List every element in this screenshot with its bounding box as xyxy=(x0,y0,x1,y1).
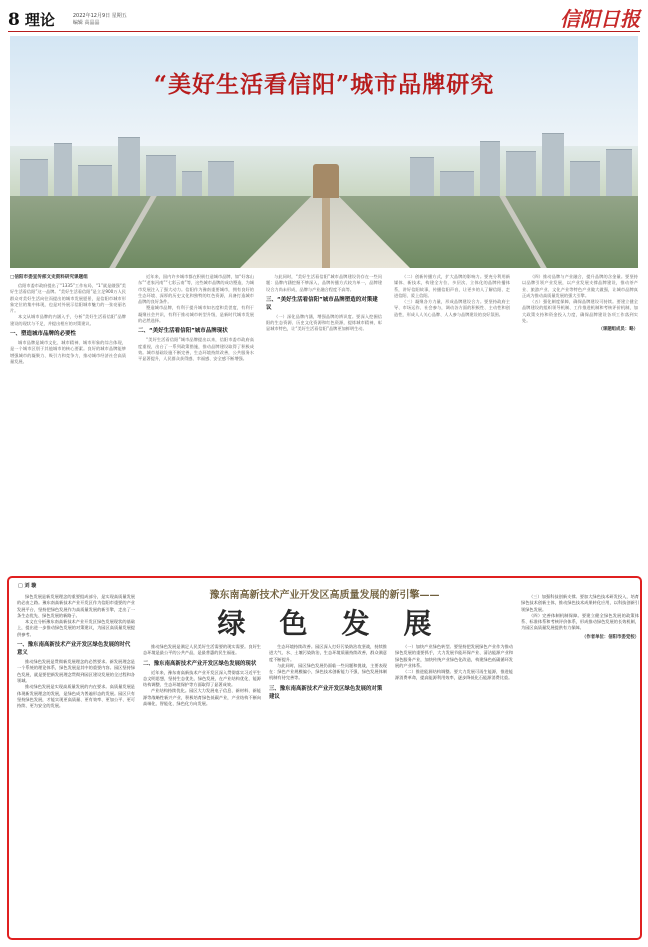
paragraph: （五）强化制度保障，确保品牌建设可持续。要建立健全品牌建设的组织领导机制、工作推进机制和考核评价机制，加大政策支持和资金投入力度，确保品牌建设各项工作落到实处。 xyxy=(522,299,638,324)
paragraph: （四）完善体制机制保障。要建立健全绿色发展的政策体系、标准体系和考核评价体系，形成推动绿色发展的长效机制，为园区高质量发展提供有力保障。 xyxy=(521,612,639,631)
paragraph: 城市品牌是城市文化、城市精神、城市形象的综合体现，是一个城市区别于其他城市的核心要素。良好的城市品牌能够增强城市的凝聚力、吸引力和竞争力，推动城市经济社会高质量发展。 xyxy=(10,340,126,364)
feature-byline: □ 刘 璇 xyxy=(18,583,37,589)
paragraph: 推动绿色发展是实现高质量发展的内在要求。高质量发展是体现新发展理念的发展，是绿色成为普遍形态的发展。园区只有坚持绿色发展，才能实现更高质量、更有效率、更加公平、更可持续、更为安全的发展。 xyxy=(17,684,135,709)
upper-byline: □信阳市委宣传部文史资料研究课题组 xyxy=(10,275,88,280)
upper-column-3 xyxy=(266,274,382,333)
hero-title: “美好生活看信阳”城市品牌研究 xyxy=(153,71,495,98)
paragraph: （四）推动品牌与产业融合，提升品牌的含金量。要坚持以品牌引领产业发展，以产业发展支撑品牌建设，推动茶产业、旅游产业、文化产业等特色产业做大做强，让城市品牌真正成为推动高质量发展的强大引擎。 xyxy=(522,274,638,298)
masthead xyxy=(8,6,640,32)
section-heading: 二、“美好生活看信阳”城市品牌现状 xyxy=(138,328,228,335)
upper-column-4 xyxy=(394,274,510,318)
upper-signoff: （课题组成员：略） xyxy=(598,327,638,333)
paragraph: （三）凝聚各方力量，形成品牌建设合力。要坚持政府主导、市场运作、社会参与，调动各方面的积极性、主动性和创造性，形成人人关心品牌、人人参与品牌建设的良好氛围。 xyxy=(394,299,510,317)
hero-landmark xyxy=(313,164,339,198)
paragraph: （一）深化品牌内涵，增强品牌的辨识度。要深入挖掘信阳的生态资源、历史文化资源和红色资源，提炼城市精神，彰显城市特色，让“美好生活看信阳”品牌更加鲜明生动。 xyxy=(266,313,382,332)
upper-column-5 xyxy=(522,274,638,332)
upper-column-2 xyxy=(138,274,254,363)
page-number: 8 xyxy=(8,10,20,30)
paragraph: （一）加快产业绿色转型。要坚持把发展绿色产业作为推动绿色发展的重要抓手，大力发展节能环保产业、清洁能源产业和绿色服务产业，加快传统产业绿色化改造，构建绿色低碳循环发展的产业体系。 xyxy=(395,644,513,668)
paragraph: 塑造城市品牌，有利于提升城市知名度和美誉度，有利于凝聚社会共识，有利于推动城市转型升级，是新时代城市发展的必然选择。 xyxy=(138,305,254,324)
paragraph: 与此同时，园区绿色发展仍面临一些问题和挑战，主要表现在：绿色产业规模偏小，绿色技术创新能力不强，绿色发展体制机制有待完善等。 xyxy=(269,662,387,681)
feature-title: 绿色发展 xyxy=(217,607,466,640)
feature-column-4 xyxy=(395,644,513,936)
paragraph: （二）创新传播方式，扩大品牌的影响力。要充分利用新媒体、新技术，构建全方位、多层次、立体化的品牌传播体系，讲好信阳故事，传播信阳声音，让更多的人了解信阳、走进信阳、爱上信阳。 xyxy=(394,274,510,298)
newspaper-logo: 信阳日报 xyxy=(560,7,640,31)
editors: 编辑 高晶晶 xyxy=(72,20,100,26)
paragraph: （二）推进能源结构调整。要大力发展可再生能源，推进能源消费革命，提高能源利用效率，逐步降低化石能源消费比重。 xyxy=(395,669,513,681)
feature-article-highlight xyxy=(7,576,642,940)
section-heading: 三、豫东南高新技术产业开发区绿色发展的对策建议 xyxy=(269,685,383,700)
section-heading: 三、“美好生活看信阳”城市品牌塑造的对策建议 xyxy=(266,296,378,311)
feature-column-5 xyxy=(521,594,639,936)
paragraph: 近年来，豫东南高新技术产业开发区深入贯彻落实习近平生态文明思想，坚持生态优先、绿色发展，在产业结构优化、能源结构调整、生态环境保护等方面取得了显著成效。 xyxy=(143,669,261,688)
section-name: 理论 xyxy=(24,11,55,29)
issue-date: 2022年12月9日 星期五 xyxy=(72,13,127,19)
hero-banner xyxy=(10,36,638,268)
paragraph: 生态环境持续改善。园区深入打好污染防治攻坚战，持续推进大气、水、土壤污染防治，生态环境质量持续改善，群众满意度不断提升。 xyxy=(269,644,387,662)
paragraph: 产业结构持续优化。园区大力发展电子信息、新材料、新能源等战略性新兴产业，积极培育绿色低碳产业，产业结构不断向高端化、智能化、绿色化方向发展。 xyxy=(143,688,261,707)
paragraph: 信阳市委市政府提出了“1335”工作布局，“1”就是做强“美好生活看信阳”这一品牌。“美好生活看信阳”是立足900万人民群众对美好生活向往而提出的城市发展愿景，是信阳市城市形象定位的集中体现，也是对外展示信阳城市魅力的一张亮丽名片。 xyxy=(10,283,126,314)
paragraph: 推动绿色发展是贯彻新发展理念的必然要求。新发展理念是一个系统的理论体系，绿色发展是其中的重要内容。园区坚持绿色发展，就是要把新发展理念贯彻到园区建设发展的全过程和各领域。 xyxy=(17,659,135,683)
feature-column-1 xyxy=(17,594,135,936)
section-heading: 一、塑造城市品牌的必要性 xyxy=(10,331,77,338)
paragraph: 本文在分析豫东南高新技术产业开发区绿色发展现状的基础上，提出进一步推动绿色发展的对策建议，为园区高质量发展提供参考。 xyxy=(17,619,135,637)
paragraph: （三）加强科技创新支撑。要加大绿色技术研发投入，培育绿色技术创新主体，推动绿色技术成果转化应用，以科技创新引领绿色发展。 xyxy=(521,594,639,612)
feature-signoff: （作者单位：信阳市委党校） xyxy=(581,634,639,640)
paragraph: 与此同时，“美好生活看信阳”城市品牌建设仍存在一些问题：品牌内涵挖掘不够深入，品牌传播方式较为单一，品牌建设合力尚未形成，品牌与产业融合程度不高等。 xyxy=(266,274,382,292)
paragraph: “美好生活看信阳”城市品牌提出以来，信阳市委市政府高度重视，出台了一系列政策措施，推动品牌建设取得了积极成效。城市基础设施不断完善，生态环境持续改善，公共服务水平显著提升，人民群众获得感、幸福感、安全感不断增强。 xyxy=(138,337,254,362)
feature-kicker: 豫东南高新技术产业开发区高质量发展的新引擎—— xyxy=(209,590,440,601)
upper-column-1 xyxy=(10,274,126,365)
feature-column-2 xyxy=(143,644,261,936)
upper-article xyxy=(10,274,638,574)
issue-meta xyxy=(73,13,127,31)
paragraph: 推动绿色发展是满足人民美好生活需要的现实需要。良好生态环境是最公平的公共产品，是最普惠的民生福祉。 xyxy=(143,644,261,656)
paragraph: 近年来，国内许多城市都在积极打造城市品牌，如“好客山东”“老家河南”“七彩云南”等，这些城市品牌的成功塑造，为城市发展注入了强大动力。信阳作为豫南重要城市，拥有良好的生态环境、深厚的历史文化和独特的红色资源，具备打造城市品牌的良好条件。 xyxy=(138,274,254,305)
feature-column-3 xyxy=(269,644,387,936)
section-heading: 一、豫东南高新技术产业开发区绿色发展的时代意义 xyxy=(17,642,131,657)
paragraph: 本文从城市品牌的内涵入手，分析“美好生活看信阳”品牌建设的现状与不足，并提出相应的对策建议。 xyxy=(10,314,126,326)
paragraph: 绿色发展是新发展理念的重要组成部分，是实现高质量发展的必由之路。豫东南高新技术产业开发区作为信阳市重要的产业发展平台，坚持把绿色发展作为高质量发展的新引擎，走出了一条生态优先、绿色发展的新路子。 xyxy=(17,594,135,618)
section-heading: 二、豫东南高新技术产业开发区绿色发展的现状 xyxy=(143,660,257,667)
